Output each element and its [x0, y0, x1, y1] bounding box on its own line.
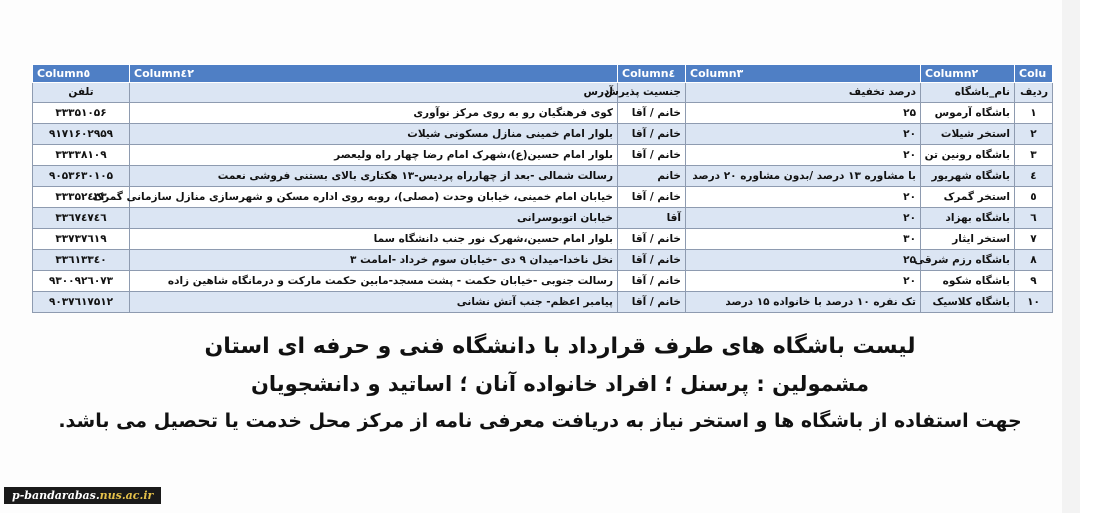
table-row	[33, 250, 1053, 271]
row-number-cell: ٥	[1015, 187, 1053, 208]
gender-cell: خانم / آقا	[618, 103, 686, 124]
name-header: نام_باشگاه	[921, 83, 1015, 103]
discount-header: درصد تخفیف	[686, 83, 921, 103]
address-cell: بلوار امام حسین(ع)،شهرک امام رضا چهار راه ولیعصر	[130, 145, 618, 166]
address-cell: کوی فرهنگیان رو به روی مرکز نوآوری	[130, 103, 618, 124]
gender-cell: خانم / آقا	[618, 124, 686, 145]
phone-cell: ۳۳٦۷٤۷٤٦	[33, 208, 130, 229]
table-row	[33, 229, 1053, 250]
gender-cell: خانم / آقا	[618, 271, 686, 292]
column-header-42[interactable]: Column٤٢	[130, 65, 618, 83]
row-number-cell: ۱۰	[1015, 292, 1053, 313]
phone-cell: ۹۰۳۷٦۱۷۵۱۲	[33, 292, 130, 313]
table-row	[33, 145, 1053, 166]
phone-cell: ۳۳۳۵۱۰۵۶	[33, 103, 130, 124]
gender-cell: خانم / آقا	[618, 250, 686, 271]
gender-cell: خانم	[618, 166, 686, 187]
phone-cell: ۹۰۵۳۶۳۰۱۰۵	[33, 166, 130, 187]
eligibility-line: مشمولین : پرسنل ؛ افراد خانواده آنان ؛ اساتید و دانشجویان	[250, 372, 870, 396]
row-number-cell: ۹	[1015, 271, 1053, 292]
address-header: آدرس	[130, 83, 618, 103]
row-number-cell: ٦	[1015, 208, 1053, 229]
discount-cell: ۲۰	[686, 187, 921, 208]
phone-cell: ۹۳۰۰۹۲٦۰۷۳	[33, 271, 130, 292]
document-title: لیست باشگاه های طرف قرارداد با دانشگاه فنی و حرفه ای استان	[204, 334, 916, 359]
watermark-prefix: p-bandarabas.	[12, 489, 100, 502]
watermark-domain: nus.ac.ir	[99, 489, 154, 502]
phone-header: تلفن	[33, 83, 130, 103]
gender-cell: خانم / آقا	[618, 145, 686, 166]
club-name-cell: باشگاه آرموس	[921, 103, 1015, 124]
address-cell: خیابان اتوبوسرانی	[130, 208, 618, 229]
club-name-cell: باشگاه شکوه	[921, 271, 1015, 292]
source-watermark	[4, 487, 161, 504]
discount-cell: ۲۵	[686, 250, 921, 271]
gender-header: جنسیت پذیرش	[618, 83, 686, 103]
table-row	[33, 103, 1053, 124]
row-number-cell: ۱	[1015, 103, 1053, 124]
page-edge-shadow	[1062, 0, 1080, 513]
table-row	[33, 208, 1053, 229]
discount-cell: ۲۵	[686, 103, 921, 124]
table-field-header-row	[33, 83, 1053, 103]
address-cell: خیابان امام خمینی، خیابان وحدت (مصلی)، روبه روی اداره مسکن و شهرسازی منازل سازمانی گمرک	[130, 187, 618, 208]
address-cell: بلوار امام حسین،شهرک نور جنب دانشگاه سما	[130, 229, 618, 250]
address-cell: رسالت جنوبی -خیابان حکمت - پشت مسجد-مابین حکمت مارکت و درمانگاه شاهین زاده	[130, 271, 618, 292]
club-name-cell: استخر گمرک	[921, 187, 1015, 208]
gender-cell: خانم / آقا	[618, 187, 686, 208]
column-header-4[interactable]: Column٤	[618, 65, 686, 83]
discount-cell: ۲۰	[686, 208, 921, 229]
phone-cell: ۳۳۳۵۲٤۳۳	[33, 187, 130, 208]
club-name-cell: باشگاه کلاسیک	[921, 292, 1015, 313]
phone-cell: ۳۳۷۳۷٦۱۹	[33, 229, 130, 250]
table-row	[33, 187, 1053, 208]
gender-cell: خانم / آقا	[618, 292, 686, 313]
discount-cell: ۲۰	[686, 124, 921, 145]
address-cell: نخل ناخدا-میدان ۹ دی -خیابان سوم خرداد -امامت ۳	[130, 250, 618, 271]
instructions-line: جهت استفاده از باشگاه ها و استخر نیاز به دریافت معرفی نامه از مرکز محل خدمت یا تحصیل می باشد.	[58, 410, 1022, 432]
row-header: ردیف	[1015, 83, 1053, 103]
row-number-cell: ۸	[1015, 250, 1053, 271]
column-header-3[interactable]: Column٣	[686, 65, 921, 83]
row-number-cell: ۲	[1015, 124, 1053, 145]
address-cell: پیامبر اعظم- جنب آتش نشانی	[130, 292, 618, 313]
discount-cell: ۲۰	[686, 145, 921, 166]
column-header-2[interactable]: Column٢	[921, 65, 1015, 83]
table-body	[33, 103, 1053, 313]
club-name-cell: باشگاه شهریور	[921, 166, 1015, 187]
club-name-cell: باشگاه بهزاد	[921, 208, 1015, 229]
discount-cell: تک نفره ۱۰ درصد با خانواده ۱۵ درصد	[686, 292, 921, 313]
table-row	[33, 292, 1053, 313]
row-number-cell: ٤	[1015, 166, 1053, 187]
discount-cell: ۲۰	[686, 271, 921, 292]
club-name-cell: استخر ایثار	[921, 229, 1015, 250]
discount-cell: با مشاوره ۱۳ درصد /بدون مشاوره ۲۰ درصد	[686, 166, 921, 187]
address-cell: بلوار امام خمینی منازل مسکونی شیلات	[130, 124, 618, 145]
clubs-table	[32, 64, 1053, 313]
phone-cell: ۹۱۷۱۶۰۲۹۵۹	[33, 124, 130, 145]
club-name-cell: باشگاه رزم شرقی	[921, 250, 1015, 271]
gender-cell: خانم / آقا	[618, 229, 686, 250]
phone-cell: ۳۳۳۳۸۱۰۹	[33, 145, 130, 166]
club-name-cell: استخر شیلات	[921, 124, 1015, 145]
address-cell: رسالت شمالی -بعد از چهارراه پردیس-۱۳ هکتاری بالای بستنی فروشی نعمت	[130, 166, 618, 187]
discount-cell: ۳۰	[686, 229, 921, 250]
phone-cell: ۳۳٦۱۳۳٤۰	[33, 250, 130, 271]
club-name-cell: باشگاه رونین تن	[921, 145, 1015, 166]
table-row	[33, 271, 1053, 292]
table-row	[33, 166, 1053, 187]
row-number-cell: ۷	[1015, 229, 1053, 250]
column-header-1[interactable]: Colu	[1015, 65, 1053, 83]
gender-cell: آقا	[618, 208, 686, 229]
table-column-header-row	[33, 65, 1053, 83]
column-header-5[interactable]: Column٥	[33, 65, 130, 83]
table-row	[33, 124, 1053, 145]
row-number-cell: ۳	[1015, 145, 1053, 166]
